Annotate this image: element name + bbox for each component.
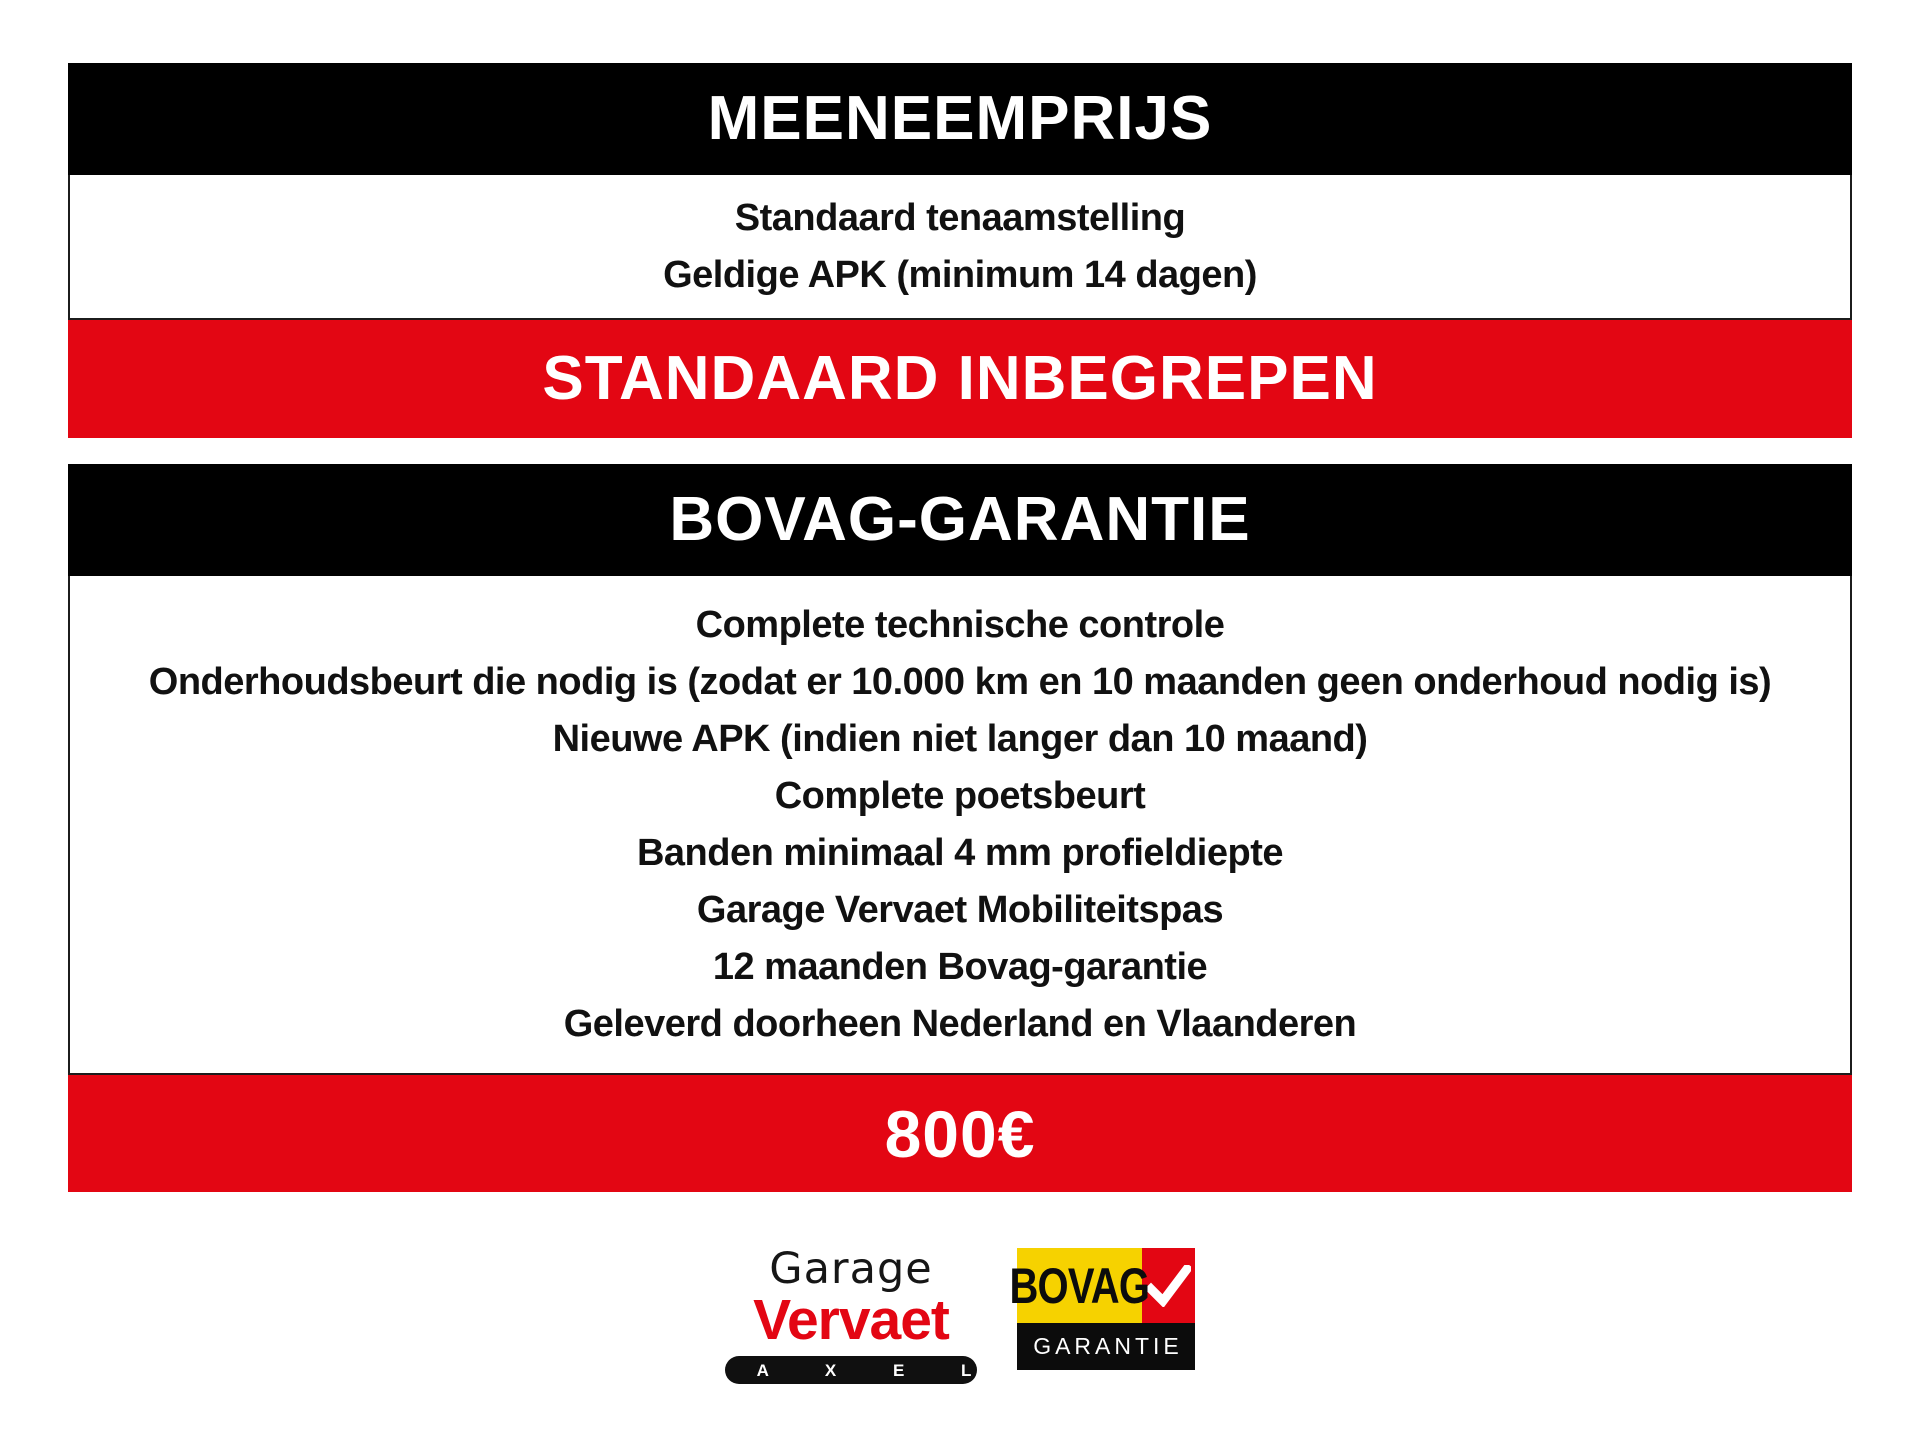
garantie-item: Complete poetsbeurt — [774, 774, 1146, 817]
garantie-item: Garage Vervaet Mobiliteitspas — [696, 888, 1224, 931]
meeneemprijs-item: Geldige APK (minimum 14 dagen) — [663, 253, 1257, 296]
price-band — [68, 1075, 1852, 1192]
meeneemprijs-header-band — [68, 63, 1852, 175]
garantie-item: Banden minimaal 4 mm profieldiepte — [636, 831, 1284, 874]
garantie-item: Onderhoudsbeurt die nodig is (zodat er 10.000 km en 10 maanden geen onderhoud nodig is) — [148, 660, 1772, 703]
garantie-item: Nieuwe APK (indien niet langer dan 10 maand) — [552, 717, 1368, 760]
price-value: 800€ — [884, 1096, 1036, 1171]
checkmark-icon — [1147, 1265, 1191, 1307]
bovag-logo-top — [1009, 1248, 1195, 1323]
garantie-item: 12 maanden Bovag-garantie — [712, 945, 1208, 988]
vervaet-logo-axel-text: A X E L — [756, 1360, 998, 1380]
meeneemprijs-title: MEENEEMPRIJS — [707, 84, 1213, 153]
bovag-logo-garantie-text: GARANTIE — [1033, 1333, 1183, 1359]
vervaet-logo-name-text: Vervaet — [753, 1288, 949, 1352]
bovag-logo-brand-text: BOVAG — [1009, 1257, 1150, 1314]
meeneemprijs-items-box — [68, 175, 1852, 320]
bovag-garantie-items-box — [68, 576, 1852, 1075]
meeneemprijs-item: Standaard tenaamstelling — [734, 196, 1186, 239]
bovag-logo-yellow-panel — [1009, 1248, 1150, 1323]
bovag-logo-garantie-bar — [1017, 1323, 1195, 1370]
bovag-garantie-header-band — [68, 464, 1852, 576]
standaard-inbegrepen-band — [68, 320, 1852, 438]
bovag-garantie-title: BOVAG-GARANTIE — [669, 485, 1251, 554]
garantie-item: Complete technische controle — [695, 603, 1225, 646]
vervaet-logo-axel-badge — [725, 1356, 998, 1384]
standaard-inbegrepen-title: STANDAARD INBEGREPEN — [542, 344, 1378, 413]
vervaet-logo-garage-text: Garage — [769, 1244, 933, 1294]
bovag-garantie-logo — [1009, 1248, 1195, 1370]
garage-vervaet-logo — [725, 1244, 998, 1384]
bovag-logo-red-panel — [1142, 1248, 1195, 1323]
footer-logos — [0, 1244, 1920, 1384]
garantie-item: Geleverd doorheen Nederland en Vlaanderen — [563, 1002, 1357, 1045]
